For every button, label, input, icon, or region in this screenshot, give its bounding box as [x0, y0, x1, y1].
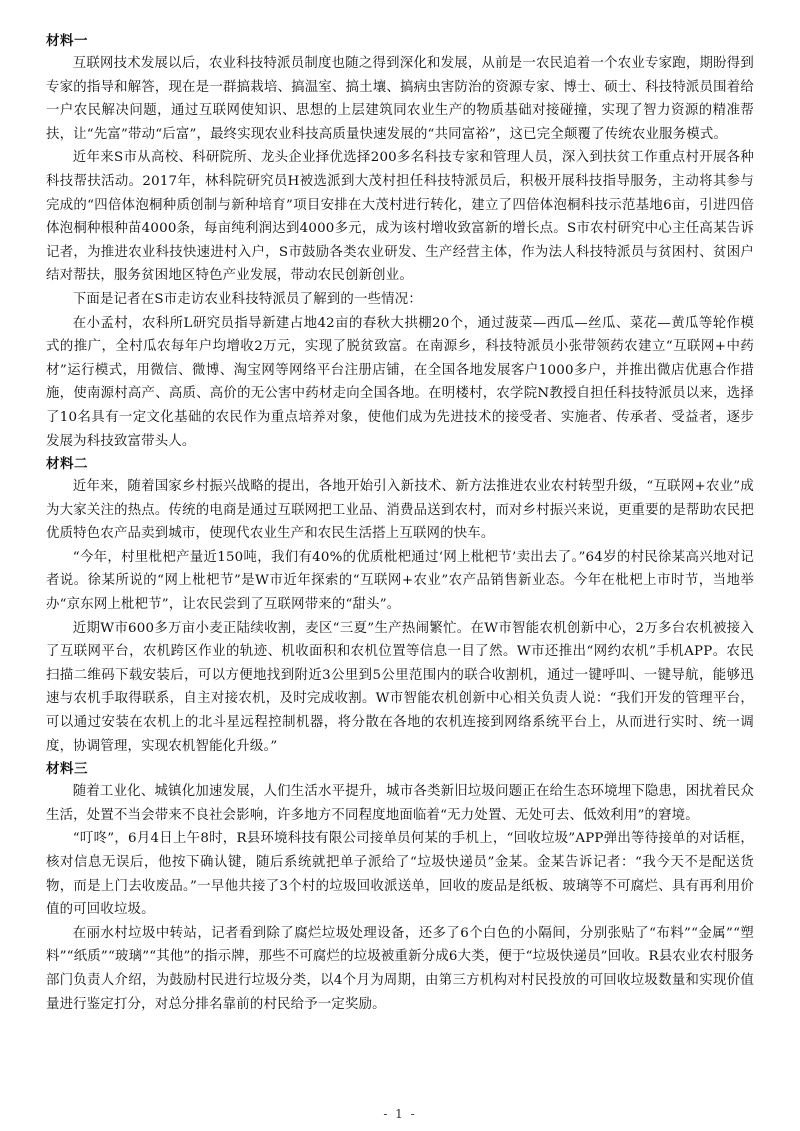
- section-heading: 材料二: [46, 456, 88, 473]
- section-heading: 材料一: [46, 33, 88, 49]
- material-1: [46, 30, 754, 453]
- page-number: - 1 -: [383, 1107, 417, 1121]
- paragraph: 近年来S市从高校、科研院所、龙头企业择优选择200多名科技专家和管理人员，深入到扶贫工作重点村开展各种科技帮扶活动。2017年，林科院研究员H被选派到大茂村担任科技特派员后，积极开展科技指导服务，主动将其参与完成的“四倍体泡桐种质创制与新种培育”项目安排在大茂村进行转化，建立了四倍体泡桐科技示范基地6亩，引进四倍体泡桐种根种苗4000条，每亩纯利润达到4000多元，成为该村增收致富新的增长点。S市农村研究中心主任高某告诉记者，为推进农业科技快速进村入户，S市鼓励各类农业研发、生产经营主体，作为法人科技特派员与贫困村、贫困户结对帮扶，服务贫困地区特色产业发展，带动农民创新创业。: [46, 150, 754, 284]
- paragraph: 在丽水村垃圾中转站，记者看到除了腐烂垃圾处理设备，还多了6个白色的小隔间，分别张贴了“布料”“金属”“塑料”“纸质”“玻璃”“其他”的指示牌，那些不可腐烂的垃圾被重新分成6大类，便于“垃圾快递员”回收。R县农业农村服务部门负责人介绍，为鼓励村民进行垃圾分类，以4个月为周期，由第三方机构对村民投放的可回收垃圾数量和实现价值量进行鉴定打分，对总分排名靠前的村民给予一定奖励。: [46, 925, 755, 1012]
- paragraph: “今年，村里枇杷产量近150吨，我们有40%的优质枇杷通过‘网上枇杷节’卖出去了。”64岁的村民徐某高兴地对记者说。徐某所说的“网上枇杷节”是W市近年探索的“互联网+农业”农产品销售新业态。今年在枇杷上市时节，当地举办“京东网上枇杷节”，让农民尝到了互联网带来的“甜头”。: [46, 549, 754, 613]
- material-2: [46, 453, 754, 758]
- section-heading: 材料三: [46, 761, 88, 778]
- paragraph: 近期W市600多万亩小麦正陆续收割，麦区“三夏”生产热闹繁忙。在W市智能农机创新中心，2万多台农机被接入了互联网平台，农机跨区作业的轨迹、机收面积和农机位置等信息一目了然。W市还推出“网约农机”手机APP。农民扫描二维码下载安装后，可以方便地找到附近3公里到5公里范围内的联合收割机，通过一键呼叫、一键导航，能够迅速与农机手取得联系，自主对接农机，及时完成收割。W市智能农机创新中心相关负责人说：“我们开发的管理平台，可以通过安装在农机上的北斗星远程控制机器，将分散在各地的农机连接到网络系统平台上，从而进行实时、统一调度，协调管理，实现农机智能化升级。”: [46, 620, 754, 754]
- paragraph: 下面是记者在S市走访农业科技特派员了解到的一些情况：: [72, 291, 422, 307]
- paragraph: 近年来，随着国家乡村振兴战略的提出，各地开始引入新技术、新方法推进农业农村转型升级，“互联网+农业”成为大家关注的热点。传统的电商是通过互联网把工业品、消费品送到农村，而对乡村振兴来说，更重要的是帮助农民把优质特色农产品卖到城市，使现代农业生产和农民生活搭上互联网的快车。: [46, 479, 754, 542]
- paragraph: 在小孟村，农科所L研究员指导新建占地42亩的春秋大拱棚20个，通过菠菜—西瓜—丝瓜、菜花—黄瓜等轮作模式的推广，全村瓜农每年户均增收2万元，实现了脱贫致富。在南源乡，科技特派员小张带领药农建立“互联网+中药材”运行模式，用微信、微博、淘宝网等网络平台注册店铺，在全国各地发展客户1000多户，并推出微店优惠合作措施，使南源村高产、高质、高价的无公害中药材走向全国各地。在明楼村，农学院N教授自担任科技特派员以来，选择了10名具有一定文化基础的农民作为重点培养对象，使他们成为先进技术的接受者、实施者、传承者、受益者，逐步发展为科技致富带头人。: [46, 315, 754, 449]
- material-3: [46, 758, 754, 1016]
- paragraph: “叮咚”，6月4日上午8时，R县环境科技有限公司接单员何某的手机上，“回收垃圾”APP弹出等待接单的对话框，核对信息无误后，他按下确认键，随后系统就把单子派给了“垃圾快递员”金某。金某告诉记者：“我今天不是配送货物，而是上门去收废品。”一早他共接了3个村的垃圾回收派送单，回收的废品是纸板、玻璃等不可腐烂、具有再利用价值的可回收垃圾。: [46, 831, 754, 918]
- paragraph: 随着工业化、城镇化加速发展，人们生活水平提升，城市各类新旧垃圾问题正在给生态环境埋下隐患，困扰着民众生活，处置不当会带来不良社会影响，许多地方不同程度地面临着“无力处置、无处可去、低效利用”的窘境。: [46, 784, 754, 823]
- paragraph: 互联网技术发展以后，农业科技特派员制度也随之得到深化和发展，从前是一农民追着一个农业专家跑，期盼得到专家的指导和解答，现在是一群搞栽培、搞温室、搞土壤、搞病虫害防治的资源专家、博士、硕士、科技特派员围着给一户农民解决问题，通过互联网使知识、思想的上层建筑同农业生产的物质基础对接碰撞，实现了智力资源的精准帮扶，让“先富”带动“后富”，最终实现农业科技高质量快速发展的“共同富裕”，这已完全颠覆了传统农业服务模式。: [46, 56, 754, 142]
